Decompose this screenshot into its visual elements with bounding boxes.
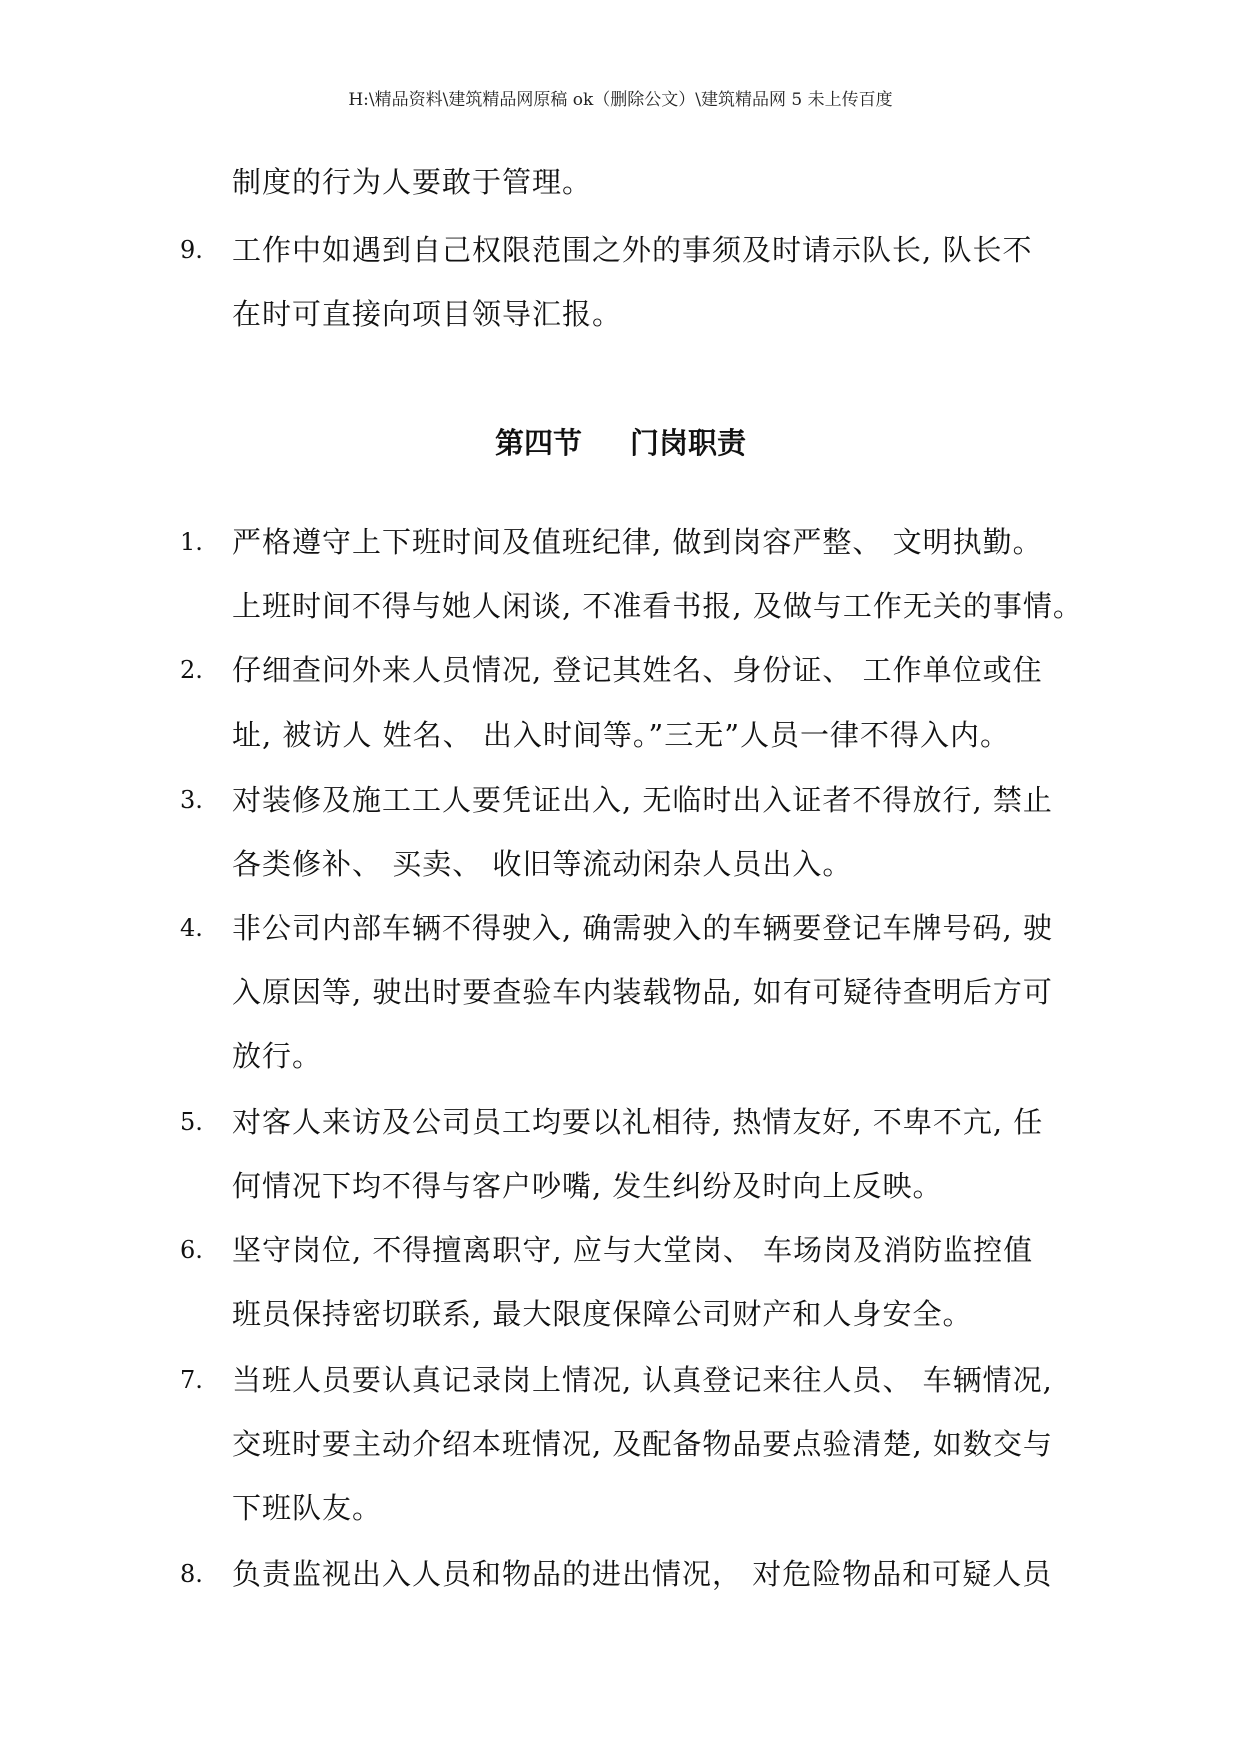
list-item-line: 严格遵守上下班时间及值班纪律, 做到岗容严整、 文明执勤。 xyxy=(232,525,1043,559)
list-item-number: 4. xyxy=(180,914,203,942)
list-item-line: 下班队友。 xyxy=(232,1491,383,1525)
list-item-line: 对装修及施工工人要凭证出入, 无临时出入证者不得放行, 禁止 xyxy=(232,783,1053,817)
continuation-line: 制度的行为人要敢于管理。 xyxy=(232,165,593,199)
list-item-line: 交班时要主动介绍本班情况, 及配备物品要点验清楚, 如数交与 xyxy=(232,1427,1053,1461)
list-item-line: 何情况下均不得与客户吵嘴, 发生纠纷及时向上反映。 xyxy=(232,1169,943,1203)
list-item-line: 放行。 xyxy=(232,1039,323,1073)
list-item-number: 2. xyxy=(180,656,203,684)
list-item-line: 非公司内部车辆不得驶入, 确需驶入的车辆要登记车牌号码, 驶 xyxy=(232,911,1053,945)
list-item-number: 8. xyxy=(180,1560,203,1588)
list-item-number: 6. xyxy=(180,1236,203,1264)
list-item-line: 负责监视出入人员和物品的进出情况， 对危险物品和可疑人员 xyxy=(232,1557,1053,1591)
list-item-number: 7. xyxy=(180,1366,203,1394)
section-heading xyxy=(0,421,1241,465)
list-item-number: 5. xyxy=(180,1108,203,1136)
list-item-line: 坚守岗位, 不得擅离职守, 应与大堂岗、 车场岗及消防监控值 xyxy=(232,1233,1034,1267)
list-item-line: 址, 被访人 姓名、 出入时间等。”三无”人员一律不得入内。 xyxy=(232,718,1011,752)
list-item-line: 入原因等, 驶出时要查验车内装载物品, 如有可疑待查明后方可 xyxy=(232,975,1053,1009)
list-item-line: 仔细查问外来人员情况, 登记其姓名、身份证、 工作单位或住 xyxy=(232,653,1043,687)
list-item-line: 对客人来访及公司员工均要以礼相待, 热情友好, 不卑不亢, 任 xyxy=(232,1105,1044,1139)
section-number: 第四节 xyxy=(494,426,582,460)
page-header-path: H:\精品资料\建筑精品网原稿 ok（删除公文）\建筑精品网 5 未上传百度 xyxy=(348,90,893,110)
list-item-line: 上班时间不得与她人闲谈, 不准看书报, 及做与工作无关的事情。 xyxy=(232,589,1083,623)
list-item-line: 在时可直接向项目领导汇报。 xyxy=(232,297,623,331)
list-item-number: 1. xyxy=(180,528,203,556)
list-item-line: 各类修补、 买卖、 收旧等流动闲杂人员出入。 xyxy=(232,847,853,881)
list-item-line: 当班人员要认真记录岗上情况, 认真登记来往人员、 车辆情况, xyxy=(232,1363,1053,1397)
list-item-line: 工作中如遇到自己权限范围之外的事须及时请示队长, 队长不 xyxy=(232,233,1033,267)
list-item-line: 班员保持密切联系, 最大限度保障公司财产和人身安全。 xyxy=(232,1297,973,1331)
list-item-number: 3. xyxy=(180,786,203,814)
section-title: 门岗职责 xyxy=(630,426,747,460)
list-item-number: 9. xyxy=(180,236,203,264)
